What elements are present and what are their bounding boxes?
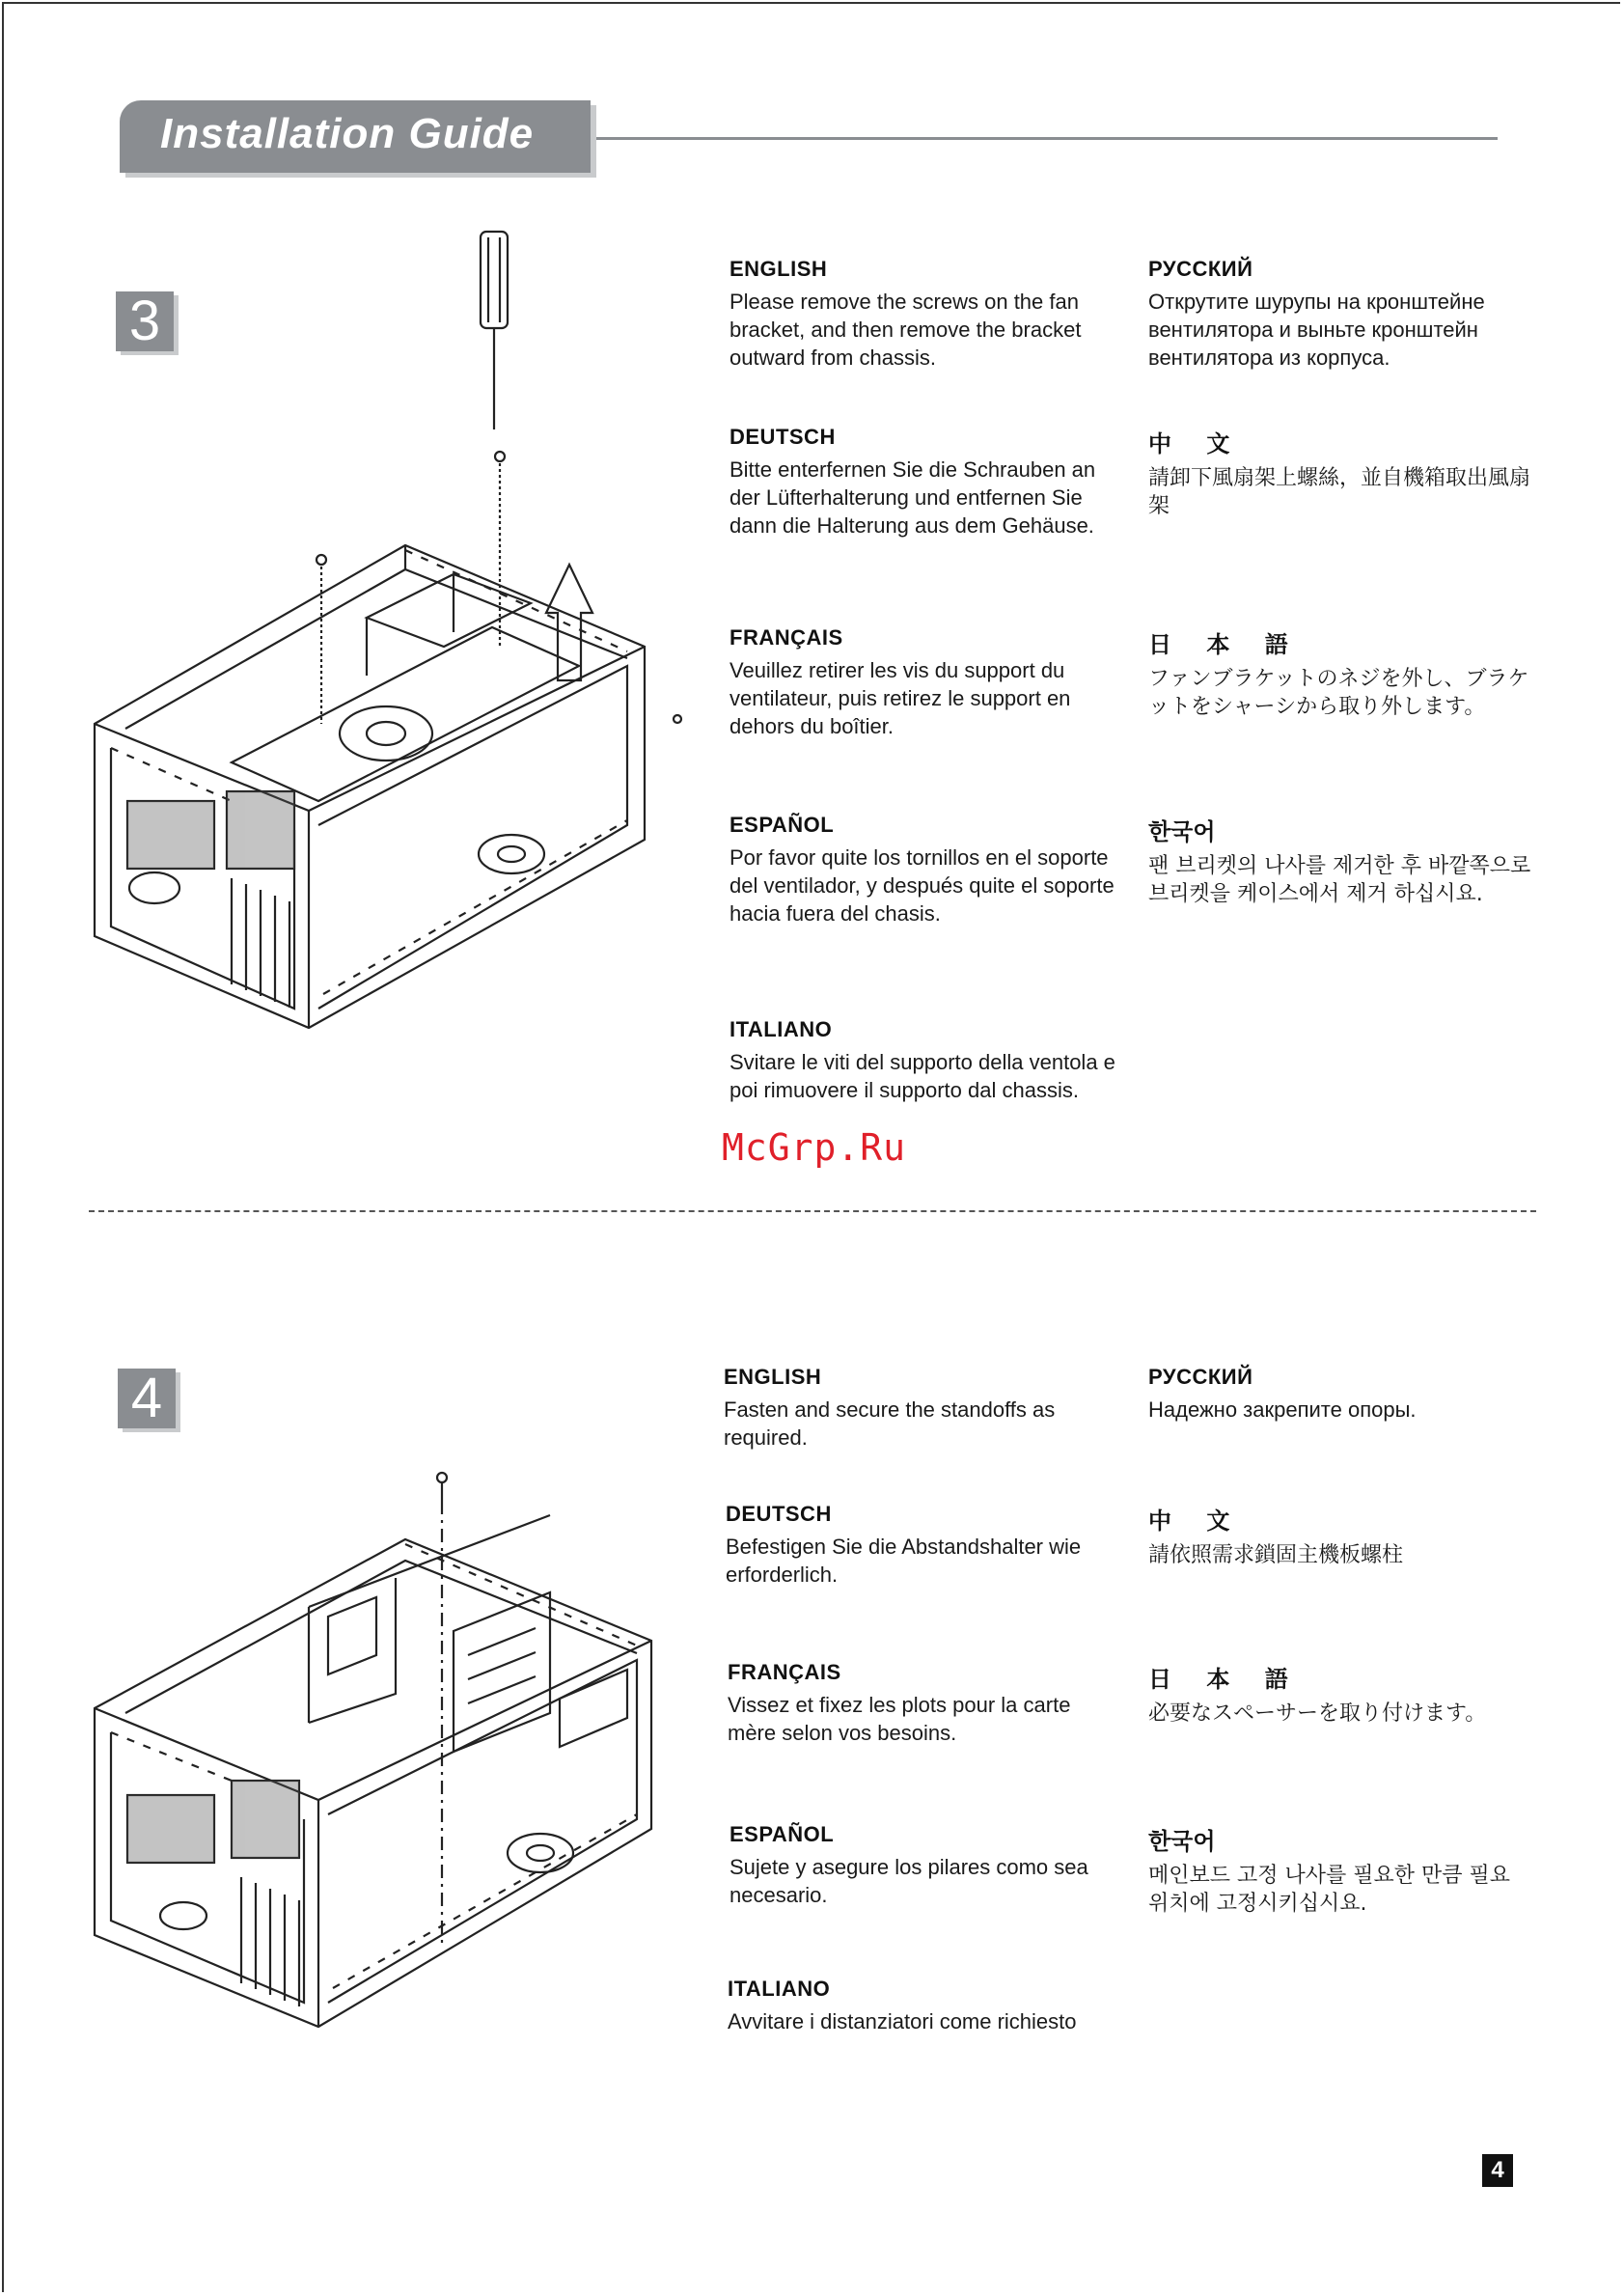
- lang-title: ESPAÑOL: [729, 1822, 835, 1846]
- lang-title: ITALIANO: [729, 1017, 833, 1041]
- step-4-english: [724, 1365, 1110, 1452]
- step-3-chinese: [1148, 425, 1534, 520]
- step-4-chinese: [1148, 1502, 1534, 1569]
- page-title: Installation Guide: [160, 110, 535, 157]
- step-4-japanese: [1148, 1660, 1534, 1728]
- lang-title: FRANÇAIS: [728, 1660, 841, 1684]
- step-4-badge: 4: [118, 1369, 176, 1428]
- step-3-espanol: [729, 813, 1115, 927]
- lang-title: FRANÇAIS: [729, 625, 843, 650]
- lang-title: 日 本 語: [1148, 1666, 1302, 1693]
- lang-body: 請卸下風扇架上螺絲，並自機箱取出風扇架: [1148, 466, 1531, 518]
- lang-body: Bitte enterfernen Sie die Schrauben an der Lüfterhalterung und entfernen Sie dann die Halterung aus dem Gehäuse.: [729, 457, 1096, 538]
- lang-title: DEUTSCH: [729, 425, 836, 449]
- lang-body: 請依照需求鎖固主機板螺柱: [1148, 1543, 1404, 1567]
- lang-title: РУССКИЙ: [1148, 257, 1253, 281]
- lang-body: 팬 브리켓의 나사를 제거한 후 바깥쪽으로 브리켓을 케이스에서 제거 하십시요.: [1148, 854, 1531, 906]
- lang-title: 中 文: [1148, 1508, 1244, 1535]
- step-3-badge: 3: [116, 291, 174, 351]
- step-3-italiano: [729, 1017, 1115, 1104]
- step-3-english: [729, 257, 1115, 372]
- lang-body: Befestigen Sie die Abstandshalter wie erforderlich.: [726, 1535, 1082, 1587]
- header-rule: [596, 137, 1498, 140]
- lang-body: Please remove the screws on the fan bracket, and then remove the bracket outward from chassis.: [729, 290, 1082, 370]
- lang-body: 메인보드 고정 나사를 필요한 만큼 필요 위치에 고정시키십시요.: [1148, 1864, 1510, 1916]
- page-number: 4: [1482, 2154, 1513, 2187]
- step-3-francais: [729, 625, 1115, 740]
- step-3-illustration: [87, 222, 685, 1052]
- lang-body: Vissez et fixez les plots pour la carte mère selon vos besoins.: [728, 1693, 1071, 1745]
- lang-title: ENGLISH: [729, 257, 828, 281]
- lang-body: Надежно закрепите опоры.: [1148, 1397, 1417, 1422]
- step-4-deutsch: [726, 1502, 1112, 1589]
- step-3-deutsch: [729, 425, 1115, 539]
- lang-body: Открутите шурупы на кронштейне вентилятора и выньте кронштейн вентилятора из корпуса.: [1148, 290, 1485, 370]
- lang-title: ITALIANO: [728, 1977, 831, 2001]
- lang-body: Veuillez retirer les vis du support du ventilateur, puis retirez le support en dehors du boîtier.: [729, 658, 1071, 738]
- watermark: McGrp.Ru: [722, 1126, 907, 1169]
- lang-body: Avvitare i distanziatori come richiesto: [728, 2009, 1077, 2033]
- step-3-russian: [1148, 257, 1534, 372]
- lang-body: 必要なスペーサーを取り付けます。: [1148, 1701, 1487, 1726]
- lang-body: Svitare le viti del supporto della ventola e poi rimuovere il supporto dal chassis.: [729, 1050, 1115, 1102]
- step-3-korean: [1148, 813, 1534, 908]
- step-4-italiano: [728, 1977, 1114, 2035]
- lang-title: ENGLISH: [724, 1365, 822, 1389]
- lang-title: ESPAÑOL: [729, 813, 835, 837]
- step-4-espanol: [729, 1822, 1115, 1909]
- lang-title: 日 本 語: [1148, 631, 1302, 658]
- lang-title: РУССКИЙ: [1148, 1365, 1253, 1389]
- step-4-russian: [1148, 1365, 1534, 1424]
- lang-title: DEUTSCH: [726, 1502, 832, 1526]
- section-divider: [89, 1210, 1536, 1212]
- step-4-korean: [1148, 1822, 1534, 1918]
- lang-body: ファンブラケットのネジを外し、ブラケットをシャーシから取り外します。: [1148, 667, 1529, 719]
- lang-body: Fasten and secure the standoffs as required.: [724, 1397, 1056, 1450]
- lang-title: 한국어: [1148, 818, 1216, 845]
- lang-title: 한국어: [1148, 1828, 1216, 1855]
- step-4-francais: [728, 1660, 1114, 1747]
- step-4-illustration: [87, 1462, 685, 2061]
- lang-body: Sujete y asegure los pilares como sea necesario.: [729, 1855, 1088, 1907]
- lang-title: 中 文: [1148, 430, 1244, 457]
- step-3-japanese: [1148, 625, 1534, 721]
- lang-body: Por favor quite los tornillos en el soporte del ventilador, y después quite el soporte hacia fuera del chasis.: [729, 845, 1115, 926]
